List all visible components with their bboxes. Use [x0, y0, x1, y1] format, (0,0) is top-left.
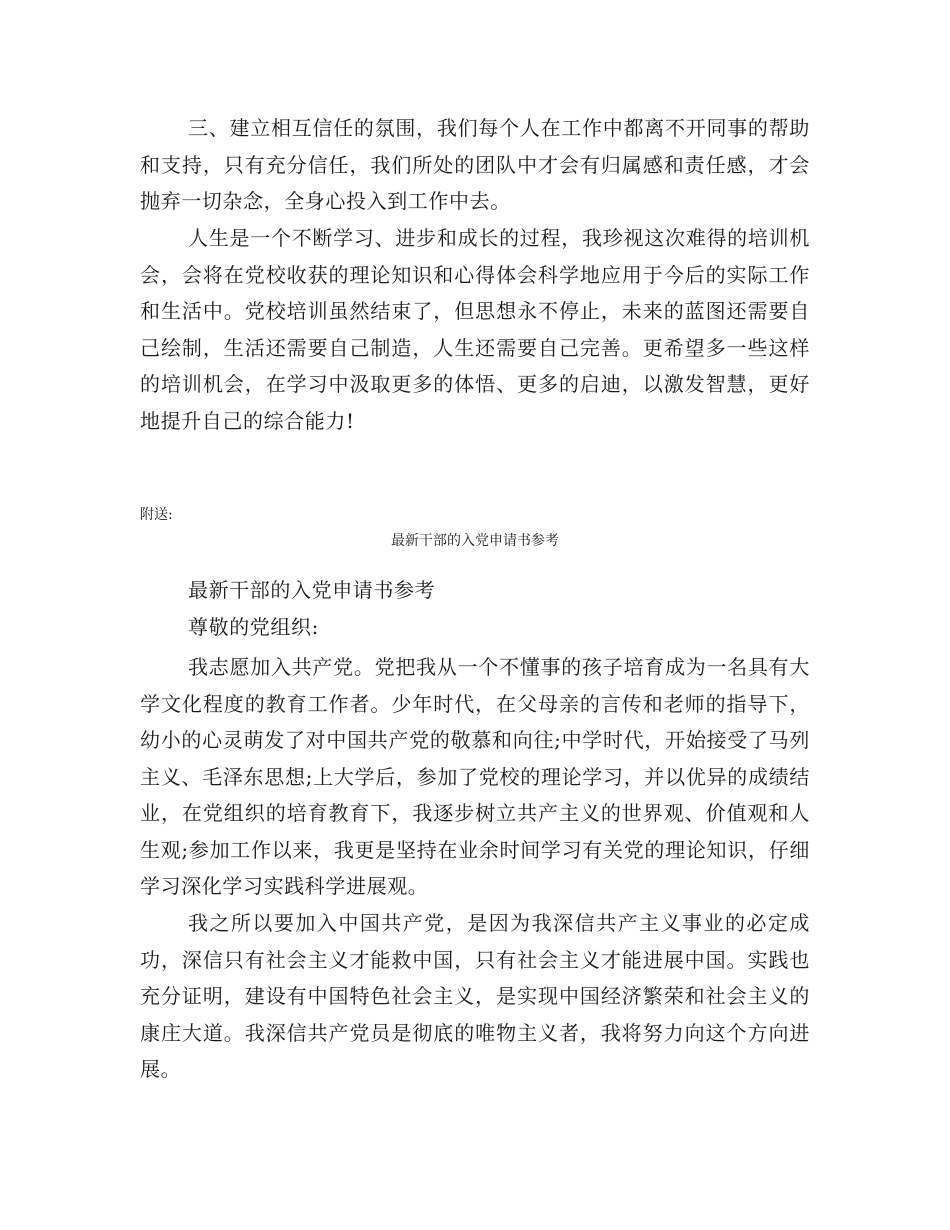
letter-salutation: 尊敬的党组织: [188, 615, 319, 639]
attachment-title: 最新干部的入党申请书参考 [391, 533, 559, 549]
paragraph-mutual-trust: 三、建立相互信任的氛围，我们每个人在工作中都离不开同事的帮助和支持，只有充分信任，我们所处的团队中才会有归属感和责任感，才会抛弃一切杂念，全身心投入到工作中去。 [140, 116, 810, 213]
attachment-label: 附送: [140, 507, 173, 523]
paragraph-application-background: 我志愿加入共产党。党把我从一个不懂事的孩子培育成为一名具有大学文化程度的教育工作者。少年时代，在父母亲的言传和老师的指导下，幼小的心灵萌发了对中国共产党的敬慕和向往;中学时代，开始接受了马列主义、毛泽东思想;上大学后，参加了党校的理论学习，并以优异的成绩结业，在党组织的培育教育下，我逐步树立共产主义的世界观、价值观和人生观;参加工作以来，我更是坚持在业余时间学习有关党的理论知识，仔细学习深化学习实践科学进展观。 [140, 655, 810, 898]
letter-title: 最新干部的入党申请书参考 [188, 578, 436, 602]
paragraph-life-learning: 人生是一个不断学习、进步和成长的过程，我珍视这次难得的培训机会，会将在党校收获的理论知识和心得体会科学地应用于今后的实际工作和生活中。党校培训虽然结束了，但思想永不停止，未来的蓝图还需要自己绘制，生活还需要自己制造，人生还需要自己完善。更希望多一些这样的培训机会，在学习中汲取更多的体悟、更多的启迪，以激发智慧，更好地提升自己的综合能力! [140, 226, 810, 433]
paragraph-application-reason: 我之所以要加入中国共产党，是因为我深信共产主义事业的必定成功，深信只有社会主义才能救中国，只有社会主义才能进展中国。实践也充分证明，建设有中国特色社会主义，是实现中国经济繁荣和社会主义的康庄大道。我深信共产党员是彻底的唯物主义者，我将努力向这个方向进展。 [140, 911, 810, 1081]
